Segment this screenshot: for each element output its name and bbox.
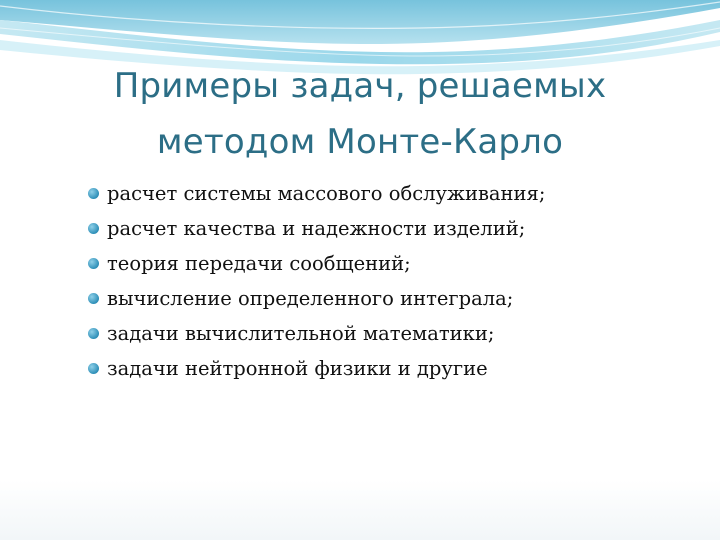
bullet-text: задачи нейтронной физики и другие	[107, 357, 488, 380]
bullet-text: теория передачи сообщений;	[107, 252, 411, 275]
bottom-shade	[0, 480, 720, 540]
bullet-text: задачи вычислительной математики;	[107, 322, 495, 345]
slide-title-line-2: методом Монте-Карло	[156, 122, 564, 162]
bullet-item	[88, 316, 688, 351]
bullet-item	[88, 176, 688, 211]
bullet-text: расчет качества и надежности изделий;	[107, 217, 526, 240]
bullet-item	[88, 211, 688, 246]
bullet-list	[88, 176, 688, 386]
bullet-dot-icon	[88, 293, 99, 304]
bullet-dot-icon	[88, 188, 99, 199]
bullet-item	[88, 246, 688, 281]
slide-title-line-1: Примеры задач, решаемых	[113, 66, 607, 106]
bullet-dot-icon	[88, 258, 99, 269]
bullet-dot-icon	[88, 223, 99, 234]
bullet-text: вычисление определенного интеграла;	[107, 287, 514, 310]
bullet-dot-icon	[88, 363, 99, 374]
slide-title	[40, 58, 680, 170]
bullet-item	[88, 351, 688, 386]
bullet-item	[88, 281, 688, 316]
bullet-text: расчет системы массового обслуживания;	[107, 182, 546, 205]
bullet-dot-icon	[88, 328, 99, 339]
